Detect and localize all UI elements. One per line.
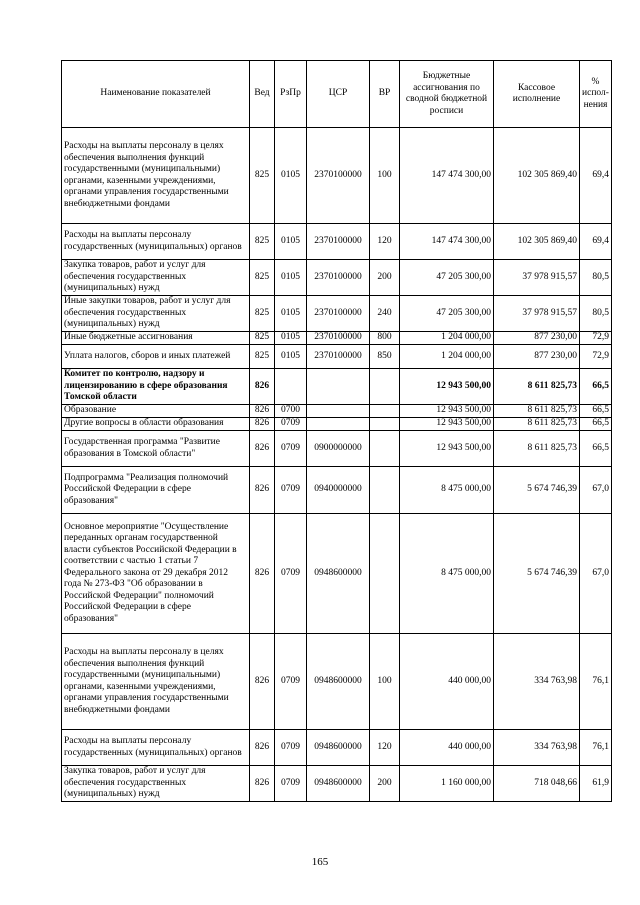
cell-csr: 2370100000 — [307, 128, 370, 224]
cell-budget: 147 474 300,00 — [400, 128, 494, 224]
cell-ved: 826 — [250, 766, 275, 802]
cell-rzpr: 0709 — [275, 766, 307, 802]
cell-cash: 5 674 746,39 — [494, 514, 580, 634]
cell-budget: 440 000,00 — [400, 634, 494, 730]
table-row — [62, 345, 612, 369]
cell-cash: 102 305 869,40 — [494, 128, 580, 224]
cell-cash: 102 305 869,40 — [494, 224, 580, 260]
cell-cash: 877 230,00 — [494, 345, 580, 369]
cell-rzpr: 0709 — [275, 730, 307, 766]
cell-rzpr: 0105 — [275, 332, 307, 345]
cell-vr: 200 — [370, 766, 400, 802]
cell-cash: 877 230,00 — [494, 332, 580, 345]
cell-pct: 72,9 — [580, 345, 612, 369]
col-header-budget: Бюджетные ассигнования по сводной бюджетной росписи — [400, 61, 494, 128]
cell-vr — [370, 418, 400, 431]
cell-ved: 825 — [250, 224, 275, 260]
cell-pct: 69,4 — [580, 224, 612, 260]
cell-pct: 67,0 — [580, 467, 612, 514]
cell-name: Закупка товаров, работ и услуг для обеспечения государственных (муниципальных) нужд — [62, 766, 250, 802]
cell-budget: 1 160 000,00 — [400, 766, 494, 802]
table-row — [62, 260, 612, 296]
cell-rzpr: 0105 — [275, 296, 307, 332]
cell-cash: 8 611 825,73 — [494, 418, 580, 431]
table-row — [62, 224, 612, 260]
cell-csr: 0948600000 — [307, 634, 370, 730]
table-row — [62, 405, 612, 418]
cell-csr: 0948600000 — [307, 730, 370, 766]
cell-budget: 8 475 000,00 — [400, 467, 494, 514]
cell-ved: 826 — [250, 467, 275, 514]
table-row — [62, 467, 612, 514]
cell-budget: 12 943 500,00 — [400, 405, 494, 418]
cell-vr: 100 — [370, 128, 400, 224]
cell-budget: 1 204 000,00 — [400, 345, 494, 369]
cell-rzpr — [275, 369, 307, 405]
cell-ved: 825 — [250, 332, 275, 345]
cell-vr — [370, 467, 400, 514]
cell-pct: 76,1 — [580, 634, 612, 730]
cell-name: Расходы на выплаты персоналу в целях обеспечения выполнения функций государственными (муниципальными) органами, казенными учреждениями, органами управления государственными внебюджетными фондами — [62, 634, 250, 730]
cell-ved: 826 — [250, 418, 275, 431]
cell-pct: 80,5 — [580, 296, 612, 332]
cell-vr: 120 — [370, 730, 400, 766]
cell-vr — [370, 514, 400, 634]
cell-csr — [307, 405, 370, 418]
table-row — [62, 418, 612, 431]
cell-name: Образование — [62, 405, 250, 418]
cell-csr: 0948600000 — [307, 766, 370, 802]
cell-vr: 800 — [370, 332, 400, 345]
cell-csr: 2370100000 — [307, 332, 370, 345]
col-header-csr: ЦСР — [307, 61, 370, 128]
col-header-name: Наименование показателей — [62, 61, 250, 128]
cell-rzpr: 0700 — [275, 405, 307, 418]
cell-name: Иные бюджетные ассигнования — [62, 332, 250, 345]
cell-cash: 718 048,66 — [494, 766, 580, 802]
cell-budget: 47 205 300,00 — [400, 260, 494, 296]
table-row — [62, 730, 612, 766]
col-header-ved: Вед — [250, 61, 275, 128]
cell-csr: 0948600000 — [307, 514, 370, 634]
cell-csr: 2370100000 — [307, 260, 370, 296]
cell-budget: 12 943 500,00 — [400, 418, 494, 431]
col-header-rzpr: РзПр — [275, 61, 307, 128]
cell-ved: 826 — [250, 730, 275, 766]
cell-ved: 826 — [250, 405, 275, 418]
cell-rzpr: 0709 — [275, 514, 307, 634]
cell-pct: 66,5 — [580, 369, 612, 405]
cell-name: Основное мероприятие "Осуществление переданных органам государственной власти субъектов Российской Федерации в соответствии с частью 1 статьи 7 Федерального закона от 29 декабря 2012 года № 273-ФЗ "Об образовании в Российской Федерации" полномочий Российской Федерации в сфере образования" — [62, 514, 250, 634]
cell-cash: 5 674 746,39 — [494, 467, 580, 514]
cell-vr — [370, 431, 400, 467]
cell-ved: 826 — [250, 431, 275, 467]
cell-csr: 2370100000 — [307, 296, 370, 332]
cell-name: Расходы на выплаты персоналу государственных (муниципальных) органов — [62, 224, 250, 260]
cell-pct: 72,9 — [580, 332, 612, 345]
cell-rzpr: 0709 — [275, 634, 307, 730]
cell-pct: 66,5 — [580, 418, 612, 431]
cell-budget: 12 943 500,00 — [400, 369, 494, 405]
table-row — [62, 431, 612, 467]
cell-budget: 440 000,00 — [400, 730, 494, 766]
cell-csr: 0900000000 — [307, 431, 370, 467]
cell-name: Другие вопросы в области образования — [62, 418, 250, 431]
cell-pct: 66,5 — [580, 431, 612, 467]
table-row — [62, 369, 612, 405]
cell-csr: 2370100000 — [307, 345, 370, 369]
cell-name: Комитет по контролю, надзору и лицензированию в сфере образования Томской области — [62, 369, 250, 405]
header-row — [62, 61, 612, 128]
cell-ved: 825 — [250, 345, 275, 369]
cell-cash: 334 763,98 — [494, 634, 580, 730]
table-row — [62, 514, 612, 634]
cell-name: Государственная программа "Развитие образования в Томской области" — [62, 431, 250, 467]
cell-pct: 67,0 — [580, 514, 612, 634]
page-number: 165 — [311, 856, 329, 868]
cell-ved: 826 — [250, 634, 275, 730]
cell-name: Подпрограмма "Реализация полномочий Российской Федерации в сфере образования" — [62, 467, 250, 514]
cell-csr: 0940000000 — [307, 467, 370, 514]
cell-csr: 2370100000 — [307, 224, 370, 260]
cell-name: Иные закупки товаров, работ и услуг для обеспечения государственных (муниципальных) нужд — [62, 296, 250, 332]
cell-vr — [370, 369, 400, 405]
cell-ved: 825 — [250, 128, 275, 224]
budget-table — [61, 60, 612, 802]
cell-vr: 850 — [370, 345, 400, 369]
cell-name: Расходы на выплаты персоналу государственных (муниципальных) органов — [62, 730, 250, 766]
table-row — [62, 332, 612, 345]
cell-rzpr: 0105 — [275, 224, 307, 260]
cell-rzpr: 0105 — [275, 128, 307, 224]
cell-vr — [370, 405, 400, 418]
cell-ved: 825 — [250, 296, 275, 332]
cell-pct: 69,4 — [580, 128, 612, 224]
cell-pct: 61,9 — [580, 766, 612, 802]
cell-cash: 8 611 825,73 — [494, 369, 580, 405]
col-header-vr: ВР — [370, 61, 400, 128]
cell-cash: 37 978 915,57 — [494, 260, 580, 296]
table-row — [62, 634, 612, 730]
cell-ved: 826 — [250, 514, 275, 634]
cell-budget: 47 205 300,00 — [400, 296, 494, 332]
cell-vr: 100 — [370, 634, 400, 730]
cell-rzpr: 0105 — [275, 345, 307, 369]
cell-vr: 200 — [370, 260, 400, 296]
cell-rzpr: 0709 — [275, 431, 307, 467]
cell-vr: 120 — [370, 224, 400, 260]
cell-budget: 147 474 300,00 — [400, 224, 494, 260]
table-row — [62, 128, 612, 224]
cell-ved: 825 — [250, 260, 275, 296]
cell-rzpr: 0709 — [275, 467, 307, 514]
cell-budget: 8 475 000,00 — [400, 514, 494, 634]
table-row — [62, 766, 612, 802]
table-row — [62, 296, 612, 332]
cell-cash: 8 611 825,73 — [494, 431, 580, 467]
col-header-pct: % испол-нения — [580, 61, 612, 128]
cell-rzpr: 0709 — [275, 418, 307, 431]
cell-cash: 37 978 915,57 — [494, 296, 580, 332]
cell-cash: 8 611 825,73 — [494, 405, 580, 418]
cell-name: Уплата налогов, сборов и иных платежей — [62, 345, 250, 369]
cell-budget: 12 943 500,00 — [400, 431, 494, 467]
col-header-cash: Кассовое исполнение — [494, 61, 580, 128]
cell-budget: 1 204 000,00 — [400, 332, 494, 345]
cell-csr — [307, 418, 370, 431]
cell-ved: 826 — [250, 369, 275, 405]
cell-pct: 76,1 — [580, 730, 612, 766]
cell-pct: 80,5 — [580, 260, 612, 296]
cell-rzpr: 0105 — [275, 260, 307, 296]
cell-cash: 334 763,98 — [494, 730, 580, 766]
cell-vr: 240 — [370, 296, 400, 332]
cell-name: Расходы на выплаты персоналу в целях обеспечения выполнения функций государственными (муниципальными) органами, казенными учреждениями, органами управления государственными внебюджетными фондами — [62, 128, 250, 224]
cell-pct: 66,5 — [580, 405, 612, 418]
cell-csr — [307, 369, 370, 405]
cell-name: Закупка товаров, работ и услуг для обеспечения государственных (муниципальных) нужд — [62, 260, 250, 296]
